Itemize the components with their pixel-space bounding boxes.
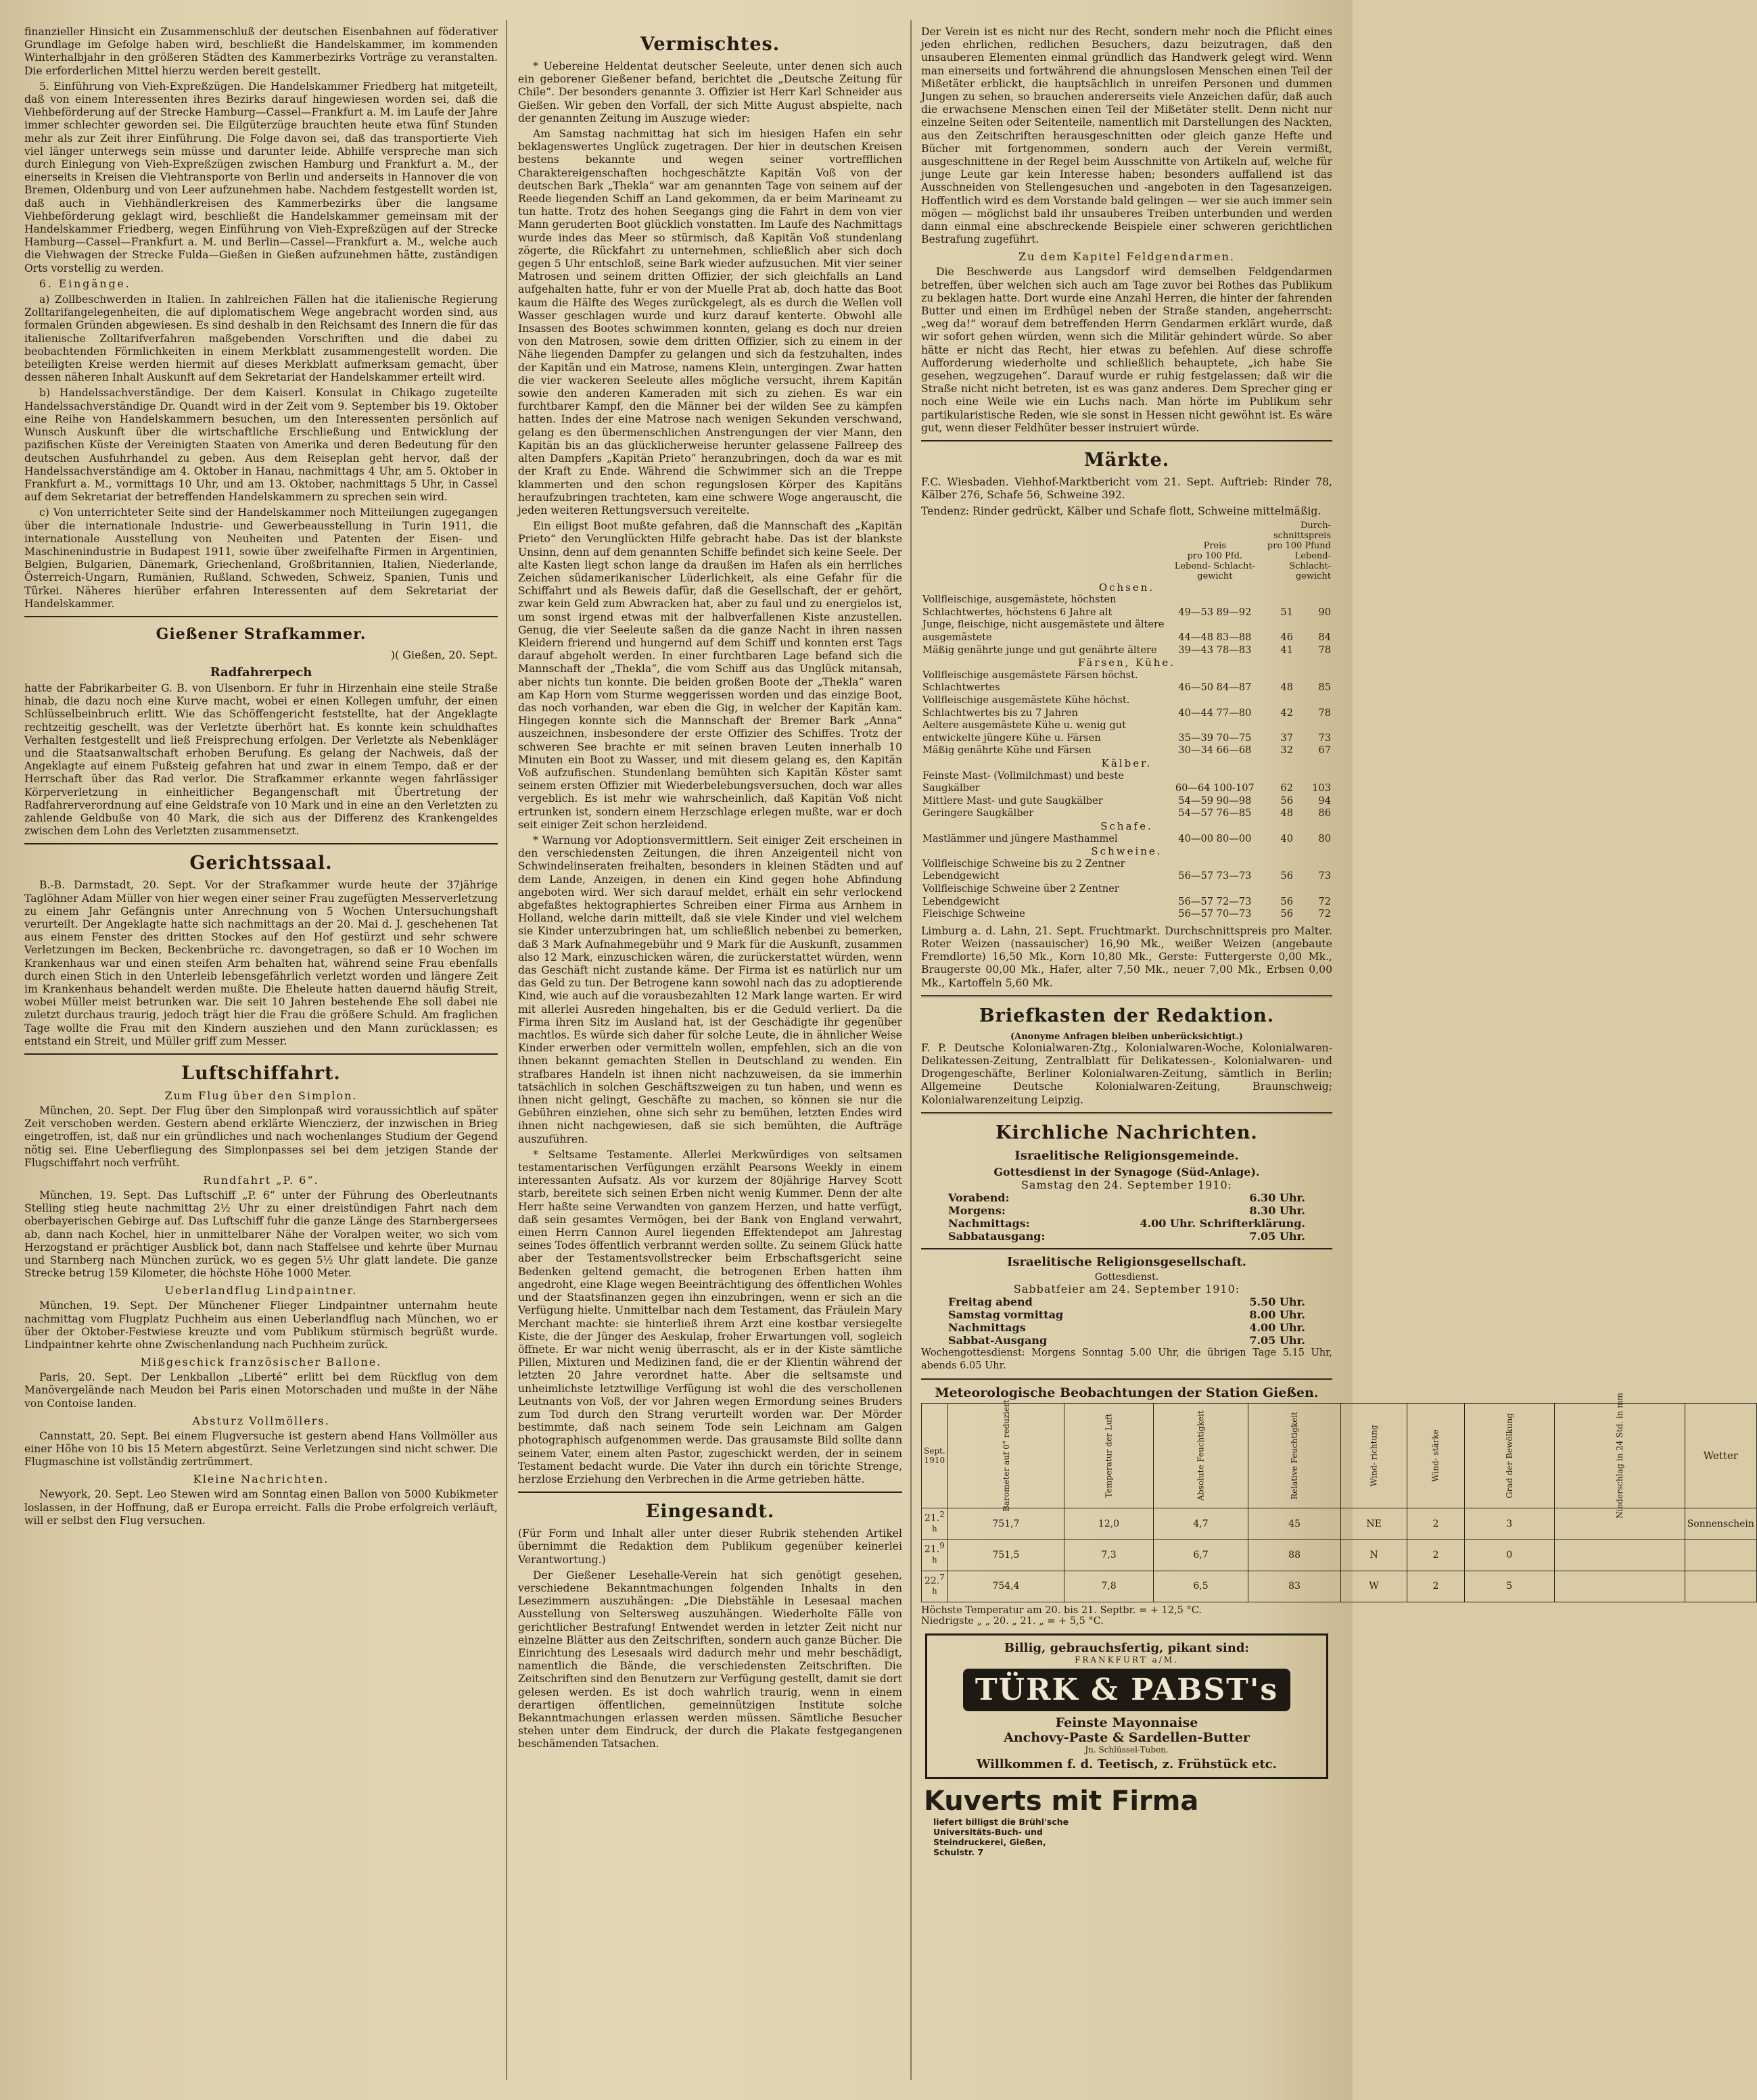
section-divider [921,1112,1332,1114]
article-paragraph: Cannstatt, 20. Sept. Bei einem Flugversuche ist gestern abend Hans Vollmöller aus einer Höhe von 10 bis 15 Metern abgestürzt. Seine Verletzungen sind nicht schwer. Die Flugmaschine ist vollständig zertrümmert. [24,1429,498,1469]
market-row [921,669,1332,694]
market-cell-a: 37 [1280,732,1293,744]
service-date: Sabbatfeier am 24. September 1910: [1013,1282,1240,1295]
service-label: Samstag vormittag [948,1308,1064,1321]
market-cell-b: 86 [1318,807,1331,819]
weather-time: 7 h [932,1572,945,1596]
article-subheading: Zu dem Kapitel Feldgendarmen. [1018,250,1235,264]
weather-row [922,1571,1757,1602]
article-paragraph: Am Samstag nachmittag hat sich im hiesigen Hafen ein sehr beklagenswertes Unglück zugetragen. Der hier in deutschen Kreisen bestens bekannte und wegen seiner vortrefflichen Charaktereigenschaften hochgeschätzte Kapitän Voß von der deutschen Bark „Thekla“ war am genannten Tage von seinem auf der Reede liegenden Schiff an Land gekommen, da er beim Marineamt zu tun hatte. Trotz des hohen Seegangs ging die Fahrt in dem von vier Mann geruderten Boot glücklich vonstatten. Im Laufe des Nachmittags wurde indes das Meer so stürmisch, daß Kapitän Voß stundenlang zögerte, die Rückfahrt zu unternehmen, schließlich aber sich doch gegen 5 Uhr entschloß, seine Bark wieder aufzusuchen. Mit vier seiner Matrosen und seinem dritten Offizier, der sich gleichfalls an Land aufgehalten hatte, fuhr er von der Muelle Prat ab, doch hatte das Boot kaum die Hälfte des Weges zurückgelegt, als es durch die Wellen voll Wasser geschlagen wurde und kurz darauf kenterte. Obwohl alle Insassen des Bootes schwimmen konnten, gelang es doch nur dreien von den Matrosen, sowie dem dritten Offizier, sich zu einem in der Nähe liegenden Dampfer zu gelangen und sich da festzuhalten, indes der Kapitän und ein Matrose, namens Klein, untergingen. Zwar hatten die vier wackeren Seeleute alles mögliche versucht, ihrem Kapitän sowie den anderen Kameraden mit sich zu ziehen. Es war ein furchtbarer Kampf, den die Männer bei der wilden See zu kämpfen hatten. Indes der eine Matrose nach wenigen Sekunden verschwand, gelang es den übermenschlichen Anstrengungen der vier Mann, den Kapitän bis an das glücklicherweise herunter gelassene Fallreep des alten Dampfers „Kapitän Prieto“ heranzubringen, doch da war es mit der Kraft zu Ende. Während die Schwimmer sich an die Treppe klammerten und den schon regungslosen Körper des Kapitäns heraufzubringen trachteten, kam eine schwere Woge angerauscht, die jeden weiteren Rettungsversuch vereitelte. [518,128,902,517]
market-cell-label: Vollfleischige ausgemästete Färsen höchst. Schlachtwertes [922,669,1138,694]
meteo-heading: Meteorologische Beobachtungen der Station Gießen. [935,1385,1319,1401]
market-cell-label: Aeltere ausgemästete Kühe u. wenig gut entwickelte jüngere Kühe u. Färsen [922,719,1126,744]
service-subtitle: Gottesdienst. [1094,1271,1159,1283]
article-heading: Radfahrerpech [210,665,312,679]
weather-cell-dir: W [1340,1571,1407,1602]
section-heading-briefkasten: Briefkasten der Redaktion. [979,1005,1275,1026]
service-time-row [921,1308,1332,1321]
article-paragraph: * Seltsame Testamente. Allerlei Merkwürdiges von seltsamen testamentarischen Verfügungen erzählt Pearsons Weekly in einem interessanten Aufsatz. Als vor kurzem der 80jährige Harvey Scott starb, bereitete sich seinen Erben nicht wenig Kummer. Denn der alte Herr haßte seine Verwandten von ganzem Herzen, und hatte verfügt, daß sein gesamtes Vermögen, bei der Bank von England verwahrt, einen Herrn Cannon Aurel liegenden Effektendepot am Jahrestag seines Todes öffentlich verbrannt werden sollte. Zu seinem Glück hatte aber der Testamentsvollstrecker beim Erbschaftsgericht seine Bedenken geltend gemacht, die betrogenen Erben hatten ihm angedroht, eine Klage wegen Beeinträchtigung des öffentlichen Wohles und der Staatsfinanzen gegen ihn einzubringen, wenn er sich an die Verfügung hielte. Unmittelbar nach dem Testament, das Fräulein Mary Merchant machte: sie hinterließ ihrem Arzt eine kostbar versiegelte Kiste, die der Jünger des Aeskulap, froher Erwartungen voll, sogleich öffnete. Er war nicht wenig überrascht, als er in der Kiste sämtliche Pillen, Mixturen und Medizinen fand, die er der Klientin während der letzten 20 Jahre verordnet hatte. Aber die seltsamste und unheimlichste letztwillige Verfügung ist wohl die des verschollenen Leutnants von Voß, der vor Jahren wegen Ermordung seines Bruders zum Tod durch den Strang verurteilt worden war. Der Mörder bestimmte, daß nach seinem Tode sein Leichnam am Galgen photographisch aufgenommen werde. Das grausamste Bild sollte dann seinem Vater, einem alten Pastor, zugeschickt werden, der in seinem Testament bedacht wurde. Die Vater ihn durch ein törichte Strenge, herzlose Erziehung den Verbrechen in die Arme getrieben hätte. [518,1148,902,1485]
weather-cell-rain [1554,1571,1685,1602]
market-cell-range: 60—64 100-107 [1175,782,1255,794]
ad-product: Anchovy-Paste & Sardellen-Butter [1004,1730,1250,1746]
market-cell-a: 62 [1280,782,1293,794]
market-cell-range: 35—39 70—75 [1178,732,1252,744]
service-label: Vorabend: [948,1191,1010,1204]
weather-cell-cloud: 5 [1464,1571,1554,1602]
market-cell-range: 56—57 73—73 [1178,870,1252,882]
section-divider [24,843,498,844]
weather-header [1064,1404,1154,1508]
article-paragraph: Der Gießener Lesehalle-Verein hat sich genötigt gesehen, verschiedene Bekanntmachungen folgenden Inhalts in den Lesezimmern auszuhängen: „Die Diebstähle in Lesesaal machen Ausstellung von Seltersweg auszuhängen. Wiederholte Fälle von gerichtlicher Bestrafung! Entwendet werden in letzter Zeit nicht nur einzelne Blätter aus den Zeitschriften, sondern auch ganze Bücher. Die Einrichtung des Lesesaals wird dadurch mehr und mehr beschädigt, namentlich die Bände, die verschiedensten Zeitschriften. Die Zeitschriften sind den Benutzern zur Verfügung gestellt, damit sie dort gelesen werden. Es ist doch wahrlich traurig, wenn in einem derartigen öffentlichen, gemeinnützigen Institute solche Bekanntmachungen erlassen werden müssen. Sämtliche Besucher stehen unter dem Eindruck, der durch die Plakate festgegangenen beschämenden Tatsachen. [518,1569,902,1750]
temperature-max: Höchste Temperatur am 20. bis 21. Septbr. = + 12,5 °C. [921,1605,1202,1617]
weather-cell-day [922,1508,948,1540]
market-cell-label: Vollfleischige Schweine über 2 Zentner Lebendgewicht [922,882,1119,907]
section-divider [921,1248,1332,1249]
weather-row [922,1508,1757,1540]
weather-time: 9 h [932,1541,945,1565]
dateline: )( Gießen, 20. Sept. [390,648,498,661]
weather-time: 2 h [932,1510,945,1533]
ad-tagline: Willkommen f. d. Teetisch, z. Frühstück etc. [977,1757,1277,1772]
weather-cell-abs: 6,7 [1153,1540,1248,1571]
service-label: Sabbatausgang: [948,1229,1046,1243]
ad-packaging: Jn. Schlüssel-Tuben. [1085,1745,1169,1755]
article-subheading: Kleine Nachrichten. [193,1473,329,1486]
market-cell-a: 51 [1280,606,1293,618]
table-header-unit: pro 100 Pfd. [1187,550,1243,561]
weather-cell-wetter: Sonnenschein [1685,1508,1756,1540]
service-location: Gottesdienst in der Synagoge (Süd-Anlage). [993,1165,1260,1178]
weather-cell-str: 2 [1407,1508,1464,1540]
weather-header-date: Sept. 1910 [922,1404,948,1508]
ad-brand-logo: TÜRK & PABST's [963,1669,1290,1711]
market-category: Kälber. [1101,757,1152,770]
weather-cell-abs: 6,5 [1153,1571,1248,1602]
service-label: Nachmittags [948,1320,1026,1334]
article-subheading: Zum Flug über den Simplon. [164,1089,358,1103]
market-cell-b: 84 [1318,631,1331,644]
market-row [921,594,1332,619]
weather-header [1407,1404,1464,1508]
market-cell-a: 56 [1280,794,1293,807]
weather-header [1248,1404,1341,1508]
article-subheading: Mißgeschick französischer Ballone. [140,1356,382,1369]
weather-header [1153,1404,1248,1508]
market-row [921,908,1332,921]
market-cell-label: Geringere Saugkälber [922,807,1034,819]
market-cell-range: 54—59 90—98 [1178,794,1252,807]
market-cell-a: 42 [1280,707,1293,719]
market-cell-b: 67 [1318,744,1331,757]
weather-header [947,1400,1064,1512]
weather-cell-dir: NE [1340,1508,1407,1540]
article-paragraph: München, 19. Sept. Das Luftschiff „P. 6“ unter der Führung des Oberleutnants Stelling stieg heute nachmittag 2½ Uhr zu einer dreistündigen Fahrt nach dem oberbayerischen Gebirge auf. Das Luftschiff fuhr die ganze Länge des Starnbergersees ab, dann nach Kochel, hier in unmittelbarer Nähe der Voralpen weiter, wo sich vom Herzogstand er prächtiger Ausblick bot, dann nach Staffelsee und kehrte über Murnau und Starnberg nach München zurück, wo es gegen 5½ Uhr glatt landete. Die ganze Strecke betrug 159 Kilometer, die höchste Höhe 1000 Meter. [24,1189,498,1280]
market-cell-b: 73 [1318,732,1331,744]
weather-cell-rel: 45 [1248,1508,1341,1540]
service-time: 4.00 Uhr. [1249,1320,1305,1334]
article-subheading: Ueberlandflug Lindpaintner. [164,1284,358,1297]
column-1 [24,26,498,1530]
market-cell-a: 46 [1280,631,1293,644]
kuverts-note: liefert billigst die Brühl'sche Universitäts-Buch- und Steindruckerei, Gießen, Schulstr. 7 [933,1817,1069,1858]
market-cell-a: 56 [1280,908,1293,920]
weather-cell-cloud: 0 [1464,1540,1554,1571]
market-row [921,644,1332,657]
advertisement-tuerk-pabst [925,1633,1328,1779]
article-paragraph: Paris, 20. Sept. Der Lenkballon „Liberté“ erlitt bei dem Rückflug von dem Manövergelände nach Meudon bei Paris einen Motorschaden und mußte in der Nähe von Contoise landen. [24,1371,498,1410]
market-cell-b: 85 [1318,682,1331,694]
section-heading-maerkte: Märkte. [1083,450,1170,471]
market-cell-b: 78 [1318,644,1331,656]
column-rule [506,20,507,2080]
section-divider [24,616,498,617]
article-paragraph: a) Zollbeschwerden in Italien. In zahlreichen Fällen hat die italienische Regierung Zolltarifangelegenheiten, die auf diplomatischem Wege angebracht worden sind, aus formalen Gründen abgewiesen. Es sind deshalb in den Reichsamt des Innern die für das italienische Zolltarifverfahren maßgebenden Vorschriften und die dabei zu beobachtenden Förmlichkeiten in einem Merkblatt zusammengestellt worden. Die beteiligten Kreise werden hiermit auf dieses Merkblatt aufmerksam gemacht, über dessen näheren Inhalt Auskunft auf dem Sekretariat der Handelskammer erteilt wird. [24,293,498,384]
table-header-average: Durch- schnittspreis pro 100 Pfund Lebend- Schlacht- gewicht [1267,520,1331,581]
market-cell-range: 56—57 72—73 [1178,895,1252,907]
market-cell-b: 73 [1318,870,1331,882]
market-row [921,770,1332,795]
section-divider [921,995,1332,997]
article-paragraph: München, 19. Sept. Der Münchener Flieger Lindpaintner unternahm heute nachmittag vom Flugplatz Puchheim aus einen Ueberlandflug nach München, wo er über der Oktober-Festwiese kreuzte und vom Publikum stürmisch begrüßt wurde. Lindpaintner kehrte ohne Zwischenlandung nach Puchheim zurück. [24,1299,498,1352]
service-time: 5.50 Uhr. [1249,1295,1305,1308]
service-time: 7.05 Uhr. [1249,1229,1305,1243]
weather-header-label: Grad der Bewölkung [1504,1413,1514,1499]
weather-cell-abs: 4,7 [1153,1508,1248,1540]
article-paragraph: Der Verein ist es nicht nur des Recht, sondern mehr noch die Pflicht eines jeden ehrlichen, redlichen Besuchers, dazu beizutragen, daß den unsauberen Elementen einmal gründlich das Handwerk gelegt wird. Wenn man einerseits und fortwährend die ahnungslosen Menschen einen Teil der Mißetäter erblickt, die hauptsächlich in unreifen Personen und dummen Jungen zu sehen, so brauchen andererseits viele Anzeichen dafür, daß auch die erwachsene Menschen einen Teil der Mißetäter stellt. Denn nicht nur einzelne Seiten oder Seitenteile, namentlich mit Darstellungen des Nackten, aus den Zeitschriften herausgeschnitten oder gleich ganze Hefte und Bücher mit fortgenommen, sondern auch der Verein vermißt, ausgeschnittene in der Regel beim Ausschnitte von Artikeln auf, welche für junge Leute gar kein Interesse haben; besonders auffallend ist das Ausschneiden von Stellengesuchen und -angeboten in den Tagesanzeigen. Hoffentlich wird es dem Vorstande bald gelingen — wer sie auch immer sein mögen — möglichst bald ihr unsauberes Treiben unterbunden und werden dann einmal eine abschreckende Beispiele einer schweren gerichtlichen Bestrafung zugeführt. [921,26,1332,246]
market-cell-label: Mäßig genährte Kühe und Färsen [922,744,1092,757]
section-heading-gerichtssaal: Gerichtssaal. [189,853,333,874]
article-paragraph: B.-B. Darmstadt, 20. Sept. Vor der Strafkammer wurde heute der 37jährige Taglöhner Adam Müller von hier wegen einer seiner Frau zugefügten Messerverletzung zu einem Jahr Gefängnis unter Anrechnung von 5 Wochen Untersuchungshaft verurteilt. Der Angeklagte hatte sich nachmittags an der 20. Mai d. J. geschehenen Tat aus einem Fenster des dritten Stockes auf den Hof gestürzt und sehr schwere Verletzungen im Becken, Beckenbrüche rc. davongetragen, so daß er 10 Wochen im Krankenhaus war und einen steifen Arm behalten hat, während seine Frau ebenfalls durch einen Stich in den Unterleib lebensgefährlich verletzt worden und längere Zeit im Krankenhaus behandelt werden mußte. Die Eheleute hatten dauernd häufig Streit, wobei Müller meist betrunken war. Die seit 10 Jahren bestehende Ehe soll dabei nie zuletzt durchaus traurig, jedoch trägt hier die Frau die größere Schuld. Am fraglichen Tage wollte die Frau mit den Kindern ausziehen und den Mann zurücklassen; es entstand ein Streit, und Müller griff zum Messer. [24,879,498,1047]
weather-cell-baro: 751,7 [947,1508,1064,1540]
market-row [921,883,1332,908]
market-cell-label: Mäßig genährte junge und gut genährte ältere [922,644,1157,656]
service-time: 4.00 Uhr. Schrifterklärung. [1140,1216,1305,1230]
service-time: 7.05 Uhr. [1249,1333,1305,1347]
section-divider [921,1378,1332,1380]
market-cell-label: Vollfleischige ausgemästete Kühe höchst. Schlachtwertes bis zu 7 Jahren [922,694,1130,719]
weather-cell-dir: N [1340,1540,1407,1571]
market-cell-range: 44—48 83—88 [1178,631,1252,644]
market-row [921,858,1332,883]
section-divider [921,440,1332,442]
service-time-row [921,1321,1332,1334]
article-paragraph: Newyork, 20. Sept. Leo Stewen wird am Sonntag einen Ballon von 5000 Kubikmeter loslassen, in der Hoffnung, daß er Europa erreicht. Falls die Probe erfolgreich verläuft, will er selbst den Flug versuchen. [24,1488,498,1527]
service-label: Freitag abend [948,1295,1033,1308]
ad-city: FRANKFURT a/M. [1075,1655,1179,1665]
article-paragraph: * Warnung vor Adoptionsvermittlern. Seit einiger Zeit erscheinen in den verschiedensten Zeitungen, die ihren Anzeigenteil nicht von Schwindelinseraten freihalten, besonders in kleinen Städten und auf dem Lande, Anzeigen, in denen ein Kind gegen hohe Abfindung angeboten wird. Wer sich darauf meldet, erhält ein sehr verlockend abgefaßtes hektographiertes Schreiben einer Firma aus Arnhem in Holland, welche darin mitteilt, daß sie viele Kinder und viel welchem sie Kinder unterzubringen hat, um schließlich nebenbei zu bemerken, daß 3 Mark Aufnahmegebühr und 9 Mark für die Auskunft, zusammen also 12 Mark, einzuschicken wären, die zurückerstattet würden, wenn das Geschäft nicht zustande käme. Der Firma ist es natürlich nur um das Geld zu tun. Der Betrogene kann sowohl nach das zu adoptierende Kind, wie auch auf die vorausbezahlten 12 Mark lange warten. Er wird mit allerlei Ausreden hingehalten, bis er die Geduld verliert. Da die Firma ihren Sitz im Ausland hat, ist der Geschädigte ihr gegenüber machtlos. Es würde sich daher für solche Leute, die in ähnlicher Weise Kinder erwerben oder vermitteln wollen, empfehlen, sich an die von ihnen bekannt gemachten Stellen in Deutschland zu wenden. Ein strafbares Handeln ist ihnen nicht nachzuweisen, da sie immerhin tatsächlich in solchen Geschäftszweigen zu tun haben, und wenn es ihnen nicht gelingt, Geschäfte zu machen, so können sie nur die Gebühren einziehen, ohne sich sehr zu bemühen, letzten Endes wird ihnen nicht nachgewiesen, daß sie sich bemühten, die Aufträge auszuführen. [518,834,902,1145]
table-header-weight: Lebend- Schlacht- [1174,560,1255,571]
market-cell-label: Junge, fleischige, nicht ausgemästete und ältere ausgemästete [922,619,1165,644]
weather-header [1340,1404,1407,1508]
service-label: Nachmittags: [948,1216,1030,1230]
service-date: Samstag den 24. September 1910: [1021,1178,1233,1191]
weather-row [922,1540,1757,1571]
market-cell-a: 40 [1280,832,1293,844]
service-time: 8.00 Uhr. [1249,1308,1305,1321]
weather-header-label: Niederschlag in 24 Std. in mm [1614,1393,1624,1519]
congregation-title: Israelitische Religionsgesellschaft. [1006,1254,1247,1269]
service-times-list [921,1295,1332,1347]
market-cell-a: 48 [1280,682,1293,694]
article-paragraph: Die Beschwerde aus Langsdorf wird demselben Feldgendarmen betreffen, über welchen sich auch am Tage zuvor bei Rothes das Publikum zu beklagen hatte. Dort wurde eine Anzahl Herren, die hinter der fahrenden Butter und einen im Erdhügel neben der Straße standen, angeherrscht: „weg da!“ worauf dem betreffenden Herrn Gendarmen erklärt wurde, daß wir sofort gehen würden, wenn sich die Militär gehindert würde. So aber hätte er nicht das Recht, hier etwas zu befehlen. Auf diese schroffe Aufforderung wiederholte und schließlich behauptete, „ich habe Sie gesehen, wegzugehen“. Darauf wurde er ruhig festgelassen; daß wir die Straße nicht nicht betreten, ist es was ganz anderes. Dem Sprecher ging er noch eine Weile wie ein Luchs nach. Man hörte im Publikum sehr partikularistische Reden, wie sie sonst in Hessen nicht gewöhnt ist. Es wäre gut, wenn dieser Feldhüter besser instruiert würde. [921,266,1332,434]
weekday-services: Wochengottesdienst: Morgens Sonntag 5.00 Uhr, die übrigen Tage 5.15 Uhr, abends 6.05 Uhr. [921,1347,1332,1371]
market-row [921,694,1332,719]
market-cell-b: 80 [1318,832,1331,844]
market-cell-range: 49—53 89—92 [1178,606,1252,618]
weather-cell-temp: 7,3 [1064,1540,1154,1571]
market-cell-a: 41 [1280,644,1293,656]
weather-header-wetter: Wetter [1685,1404,1756,1508]
market-row [921,619,1332,644]
column-rule [910,20,912,2080]
weather-header-label: Wind- stärke [1430,1429,1440,1482]
weather-cell-rel: 83 [1248,1571,1341,1602]
weather-cell-wetter [1685,1540,1756,1571]
weather-cell-day [922,1540,948,1571]
advertisement-kuverts [924,1786,1330,1857]
temperature-min: Niedrigste „ „ 20. „ 21. „ = + 5,5 °C. [921,1616,1104,1627]
briefkasten-answer: F. P. Deutsche Kolonialwaren-Ztg., Kolonialwaren-Woche, Kolonialwaren-Delikatessen-Zeitung, Zentralblatt für Delikatessen-, Kolonialwaren- und Drogengeschäfte, Berliner Kolonialwaren-Zeitung, sämtlich in Berlin; Allgemeine Deutsche Kolonialwaren-Zeitung, Braunschweig; Kolonialwarenzeitung Leipzig. [921,1041,1332,1106]
service-time-row [921,1191,1332,1204]
market-tendency: Tendenz: Rinder gedrückt, Kälber und Schafe flott, Schweine mittelmäßig. [921,504,1321,517]
market-cell-range: 56—57 70—73 [1178,908,1252,920]
weather-cell-rain [1554,1540,1685,1571]
market-row [921,833,1332,846]
service-time-row [921,1204,1332,1217]
weather-cell-day [922,1571,948,1602]
market-cell-b: 94 [1318,794,1331,807]
market-cell-a: 56 [1280,895,1293,907]
article-paragraph: finanzieller Hinsicht ein Zusammenschluß der deutschen Eisenbahnen auf föderativer Grundlage im Gefolge haben wird, beschließt die Handelskammer, im kommenden Winterhalbjahr in den größeren Städten des Kammerbezirks Vorträge zu veranstalten. Die erforderlichen Mittel hierzu werden bereit gestellt. [24,26,498,77]
section-heading-vermischtes: Vermischtes. [640,34,780,55]
weather-day: 21. [924,1544,940,1556]
market-cell-range: 46—50 84—87 [1178,682,1252,694]
section-divider [24,1053,498,1055]
section-divider [518,1492,902,1493]
service-times-list [921,1191,1332,1243]
weather-cell-baro: 754,4 [947,1571,1064,1602]
section-heading-kirchliche: Kirchliche Nachrichten. [995,1122,1258,1143]
weather-day: 22. [924,1575,940,1587]
weather-cell-cloud: 3 [1464,1508,1554,1540]
weather-header [1464,1404,1554,1508]
briefkasten-note: (Anonyme Anfragen bleiben unberücksichtigt.) [1010,1031,1244,1042]
weather-cell-baro: 751,5 [947,1540,1064,1571]
column-3 [921,26,1754,1861]
article-paragraph: c) Von unterrichteter Seite sind der Handelskammer noch Mitteilungen zugegangen über die internationale Industrie- und Gewerbeausstellung in Turin 1911, die internationale Ausstellung von Neuheiten und Patenten der Eisen- und Maschinenindustrie in Budapest 1911, sowie über zweifelhafte Firmen in Argentinien, Belgien, Bulgarien, Dänemark, Griechenland, Großbritannien, Italien, Niederlande, Österreich-Ungarn, Rumänien, Rußland, Schweden, Schweiz, Spanien, Tunis und Türkei. Näheres hierüber erfahren Interessenten auf dem Sekretariat der Handelskammer. [24,506,498,610]
market-cell-b: 103 [1312,782,1331,794]
column-2 [518,26,902,1754]
article-paragraph: * Uebereine Heldentat deutscher Seeleute, unter denen sich auch ein geborener Gießener befand, berichtet die „Deutsche Zeitung für Chile“. Der besonders genannte 3. Offizier ist Herr Karl Schneider aus Gießen. Wir geben den Vorfall, der sich Mitte August abspielte, nach der genannten Zeitung im Auszuge wieder: [518,60,902,124]
market-row [921,807,1332,820]
market-cell-label: Mastlämmer und jüngere Masthammel [922,832,1118,844]
market-category: Schweine. [1091,845,1163,858]
article-paragraph: b) Handelssachverständige. Der dem Kaiserl. Konsulat in Chikago zugeteilte Handelssachverständige Dr. Quandt wird in der Zeit vom 9. September bis 19. Oktober eine Reihe von Handelskammern besuchen, um den Interessenten persönlich auf Wunsch Auskunft über die wirtschaftliche Erschließung und Entwicklung der pazifischen Küste der Vereinigten Staaten von Amerika und deren Bedeutung für den deutschen Ausfuhrhandel zu geben. Aus dem Reiseplan geht hervor, daß der Handelssachverständige am 4. Oktober in Hanau, nachmittags 4 Uhr, am 5. Oktober in Frankfurt a. M., vormittags 10 Uhr, und am 13. Oktober, nachmittags 5 Uhr, in Cassel auf dem Sekretariat der betreffenden Handelskammern zu sprechen sein wird. [24,387,498,504]
market-cell-label: Vollfleischige, ausgemästete, höchsten Schlachtwertes, höchstens 6 Jahre alt [922,594,1117,618]
weather-header [1554,1393,1685,1519]
service-label: Sabbat-Ausgang [948,1333,1048,1347]
article-subheading: Rundfahrt „P. 6“. [203,1174,319,1187]
market-cell-range: 40—44 77—80 [1178,707,1252,719]
fruit-market-report: Limburg a. d. Lahn, 21. Sept. Fruchtmarkt. Durchschnittspreis pro Malter. Roter Weizen (nassauischer) 16,90 Mk., weißer Weizen (angebaute Fremdlorte) 16,50 Mk., Korn 10,80 Mk., Gerste: Futtergerste 0,00 Mk., Braugerste 00,00 Mk., Hafer, alter 7,50 Mk., neuer 7,00 Mk., Erbsen 0,00 Mk., Kartoffeln 5,60 Mk. [921,924,1332,989]
market-category: Schafe. [1100,819,1153,832]
service-time-row [921,1217,1332,1230]
article-paragraph: 6. Eingänge. [39,277,131,290]
market-cell-range: 40—00 80—00 [1178,832,1252,844]
weather-cell-rel: 88 [1248,1540,1341,1571]
service-time-row [921,1295,1332,1308]
market-cell-label: Fleischige Schweine [922,908,1025,920]
section-heading-strafkammer: Gießener Strafkammer. [156,625,367,643]
weather-cell-str: 2 [1407,1540,1464,1571]
market-report-intro: F.C. Wiesbaden. Viehhof-Marktbericht vom 21. Sept. Auftrieb: Rinder 78, Kälber 276, Schafe 56, Schweine 392. [921,476,1332,502]
market-cell-range: 39—43 78—83 [1178,644,1252,656]
congregation-title: Israelitische Religionsgemeinde. [1014,1148,1239,1163]
market-cell-a: 48 [1280,807,1293,819]
editorial-disclaimer: (Für Form und Inhalt aller unter dieser Rubrik stehenden Artikel übernimmt die Redaktion dem Publikum gegenüber keinerlei Verantwortung.) [518,1527,902,1566]
section-heading-eingesandt: Eingesandt. [645,1501,775,1523]
market-price-table [921,521,1332,921]
market-row [921,719,1332,744]
market-row [921,744,1332,757]
article-paragraph: Ein eiligst Boot mußte gefahren, daß die Mannschaft des „Kapitän Prieto“ den Verunglückten Hilfe gebracht habe. Das ist der blankste Unsinn, denn auf dem genannten Schiffe befindet sich keine Seele. Der alte Kasten liegt schon lange da draußen im Hafen als ein herrliches Zeichen südamerikanischer Lüderlichkeit, als eine Gefahr für die Schiffahrt und als Beweis dafür, daß die Gesellschaft, der er gehört, zwar kein Geld zum Abwracken hat, aber zu faul und zu energielos ist, um sonst irgend etwas mit der halbverfallenen Kiste anzustellen. Genug, die vier Seeleute saßen da die ganze Nacht in ihren nassen Kleidern frierend und hungernd auf dem Schiff und konnten erst Tags darauf abgeholt werden. In einer furchtbaren Lage befand sich die Mannschaft der „Thekla“, die vom Schiff aus das Unglück mitansah, aber nichts tun konnte. Die beiden großen Boote der „Thekla“ waren am Kap Horn vom Sturme weggerissen worden und das einzige Boot, das noch vorhanden, war eben die Gig, in welcher der Kapitän kam. Hingegen konnte sich die Mannschaft der Bremer Bark „Anna“ auszeichnen, insbesondere der erste Offizier des Schiffes. Trotz der schweren See brachte er mit seinen braven Leuten innerhalb 10 Minuten ein Boot zu Wasser, und mit diesem gelang es, den Kapitän Voß aufzufischen. Stundenlang bemühten sich Kapitän Köster samt seinem ersten Offizier mit Wiederbelebungsversuchen, doch war alles vergeblich. Es ist mehr wie wahrscheinlich, daß Kapitän Voß nicht ertrunken ist, sondern einem Herzschlage erlegen mußte, war er doch seit einiger Zeit schon herzleidend. [518,520,902,831]
service-time: 6.30 Uhr. [1249,1191,1305,1204]
market-cell-b: 72 [1318,895,1331,907]
market-cell-label: Feinste Mast- (Vollmilchmast) und beste Saugkälber [922,769,1124,794]
article-paragraph: hatte der Fabrikarbeiter G. B. von Ulsenborn. Er fuhr in Hirzenhain eine steile Straße hinab, die dazu noch eine Kurve macht, wobei er einen Kollegen umfuhr, der einen Schlüsselbeinbruch erlitt. Wie das Schöffengericht feststellte, hat der Angeklagte rechtzeitig geschellt, was der Verletzte überhört hat. Es konnte kein schuldhaftes Verhalten festgestellt und ließ Freisprechung erfolgen. Der Verletzte als Nebenkläger und die Staatsanwaltschaft erhoben Berufung. Es gelang der Nachweis, daß der Angeklagte auf einem Fußsteig gefahren hat und zwar in einem Tempo, daß er der Herrschaft über das Rad verlor. Die Strafkammer erkannte wegen fahrlässiger Körperverletzung in einheitlicher Begangenschaft mit Übertretung der Radfahrerverordnung auf eine Geldstrafe von 10 Mark und in eine an den Verletzten zu zahlende Geldbuße von 40 Mark, die sich aus der Differenz des Krankengeldes zwischen dem Lohn des Verletzten zusammensetzt. [24,682,498,838]
market-cell-a: 32 [1280,744,1293,757]
ad-product: Feinste Mayonnaise [1055,1715,1198,1731]
weather-header-label: Relative Feuchtigkeit [1290,1412,1300,1500]
weather-header-label: Absolute Feuchtigkeit [1196,1410,1206,1501]
weather-cell-temp: 7,8 [1064,1571,1154,1602]
ad-headline: Billig, gebrauchsfertig, pikant sind: [1004,1641,1250,1656]
kuverts-title: Kuverts mit Firma [924,1786,1199,1817]
weather-cell-wetter [1685,1571,1756,1602]
article-paragraph: 5. Einführung von Vieh-Expreßzügen. Die Handelskammer Friedberg hat mitgeteilt, daß von einem Interessenten ihres Bezirks darauf hingewiesen worden sei, daß die Viehbeförderung auf der Strecke Hamburg—Cassel—Frankfurt a. M. im Laufe der Jahre immer schlechter geworden sei. Die Eilgüterzüge brauchten heute etwa fünf Stunden mehr als zur Zeit ihrer Einführung. Die Folge davon sei, daß das transportierte Vieh viel länger unterwegs sein müsse und darunter leide. Abhilfe verspreche man sich durch Einlegung von Vieh-Expreßzügen zwischen Hamburg und Frankfurt a. M., der einerseits in Kreisen die Viehtransporte von Berlin und anderseits in Hannover die von Bremen, Oldenburg und von Leer aufzunehmen habe. Nachdem festgestellt worden ist, daß auch in Viehhändlerkreisen des Kammerbezirks über die langsame Viehbeförderung geklagt wird, beschließt die Handelskammer gemeinsam mit der Handelskammer Friedberg, wegen Einführung von Vieh-Expreßzügen auf der Strecke Hamburg—Cassel—Frankfurt a. M. und Berlin—Cassel—Frankfurt a. M., welche auch die Viehwagen der Strecke Fulda—Gießen in Gießen aufzunehmen hätte, zuständigen Orts vorstellig zu werden. [24,80,498,275]
market-cell-b: 72 [1318,908,1331,920]
article-subheading: Absturz Vollmöllers. [192,1414,330,1427]
table-header-preis: Preis [1203,540,1227,551]
article-paragraph: München, 20. Sept. Der Flug über den Simplonpaß wird voraussichtlich auf später Zeit verschoben werden. Gestern abend erklärte Wienczierz, der inzwischen in Brieg eingetroffen, ist, daß nur ein gründliches und nach wochenlanges Studium der Gegend nötig sei. Eine Ueberfliegung des Simplonpasses sei bei dem jetzigen Stande der Flugschiffahrt noch verfrüht. [24,1105,498,1169]
weather-cell-temp: 12,0 [1064,1508,1154,1540]
market-category: Färsen, Kühe. [1077,657,1176,669]
service-label: Morgens: [948,1203,1006,1217]
market-cell-b: 90 [1318,606,1331,618]
market-cell-range: 54—57 76—85 [1178,807,1252,819]
market-category: Ochsen. [1098,581,1155,594]
market-cell-label: Mittlere Mast- und gute Saugkälber [922,794,1103,807]
market-cell-label: Vollfleischige Schweine bis zu 2 Zentner Lebendgewicht [922,857,1125,882]
service-time-row [921,1230,1332,1243]
market-row [921,795,1332,808]
table-header-weight-label: gewicht [1197,571,1233,581]
service-time: 8.30 Uhr. [1249,1203,1305,1217]
section-heading-luftschiffahrt: Luftschiffahrt. [181,1063,341,1084]
weather-header-label: Wind- richtung [1369,1425,1379,1487]
market-cell-range: 30—34 66—68 [1178,744,1252,757]
weather-cell-str: 2 [1407,1571,1464,1602]
weather-header-label: Temperatur der Luft [1104,1413,1114,1498]
weather-header-label: Barometer auf 0° reduziert [1001,1400,1011,1512]
service-time-row [921,1334,1332,1347]
market-cell-a: 56 [1280,870,1293,882]
market-cell-b: 78 [1318,707,1331,719]
weather-day: 21. [924,1512,940,1524]
